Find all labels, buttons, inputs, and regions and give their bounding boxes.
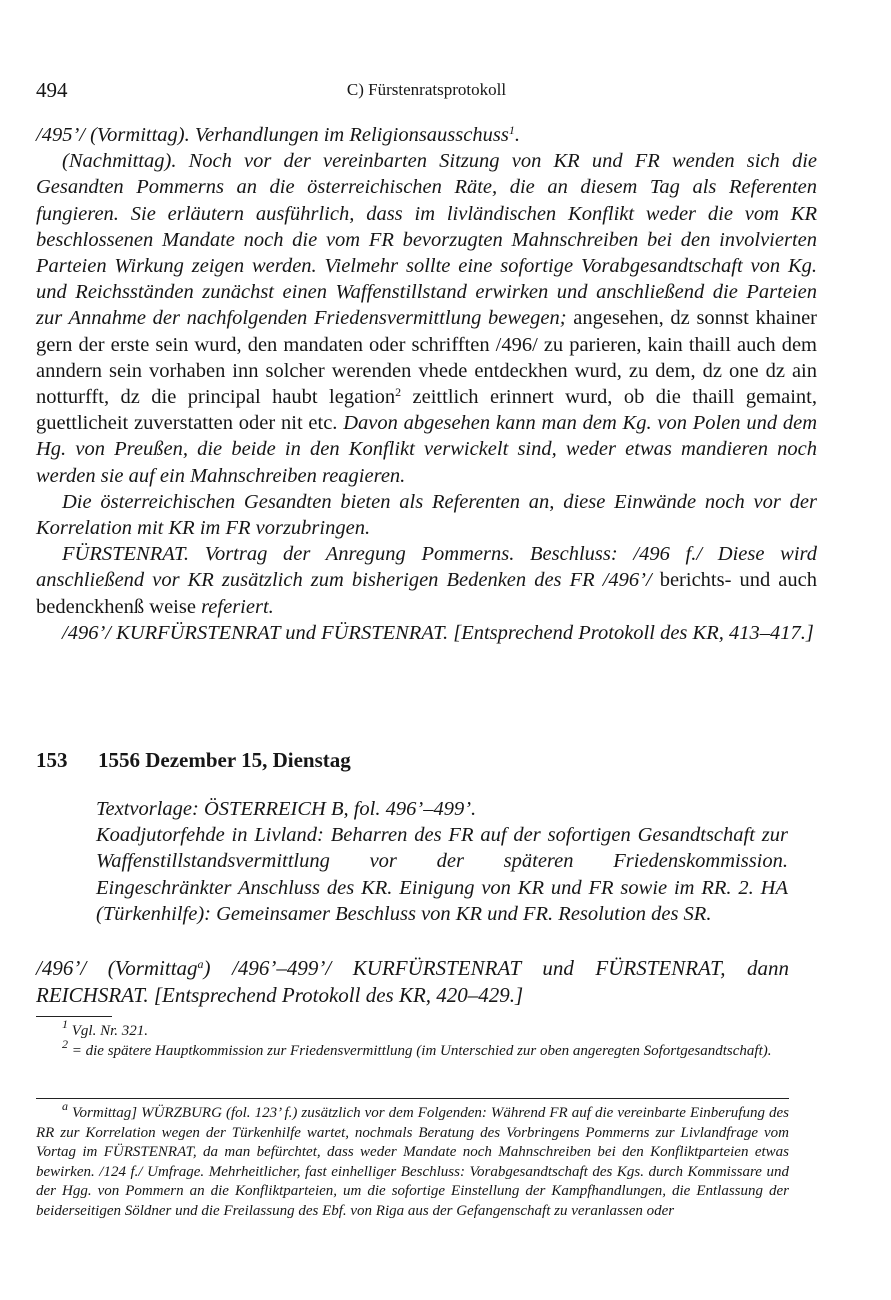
- document-summary: [96, 796, 788, 927]
- footnote-text: Vormittag] WÜRZBURG (fol. 123’ f.) zusätzlich vor dem Folgenden: Während FR auf die vereinbarte Einberufung des RR zur Korrelation wegen der Türkenhilfe wartet, nochmals Beratung des Vorbringens Pommerns zur Livlandfrage vom Vortag im FÜRSTENRAT, da man befürchtet, dass weder Mandate noch Mahnschreiben bei den Konfliktparteien etwas bewirken. /124 f./ Umfrage. Mehrheitlicher, fast einhelliger Beschluss: Vorabgesandtschaft des Kgs. durch Kommissare und der Hgg. von Pommern an die Konfliktparteien, um die sofortige Einstellung der Kampfhandlungen, die Entlassung der beiderseitigen Söldner und die Freilassung des Ebf. von Riga aus der Gefangenschaft zu veranlassen oder: [36, 1105, 789, 1219]
- regest-text-end: referiert.: [195, 595, 274, 618]
- paragraph-text: /495’/ (Vormittag). Verhandlungen im Religionsausschuss: [36, 124, 509, 146]
- footnote-ref-a[interactable]: a: [197, 957, 204, 971]
- document-heading: [36, 748, 351, 773]
- footnote-a: [36, 1099, 789, 1221]
- footnote-text: = die spätere Hauptkommission zur Friedensvermittlung (im Unterschied zur oben angeregten Sofortgesandtschaft).: [68, 1042, 772, 1059]
- footnote-ref-1[interactable]: 1: [508, 123, 515, 137]
- paragraph-referenten: Die österreichischen Gesandten bieten als Referenten an, diese Einwände noch vor der Korrelation mit KR im FR vorzubringen.: [36, 490, 817, 540]
- numbered-footnotes: [36, 1017, 789, 1061]
- regest-text: (Nachmittag). Noch vor der vereinbarten Sitzung von KR und FR wenden sich die Gesandten Pommerns an die österreichischen Räte, die an diesem Tag als Referenten fungieren. Sie erläutern ausführlich, dass im livländischen Konflikt weder die vom KR beschlossenen Mandate noch die vom FR bevorzugten Mahnschreiben bei den involvierten Parteien Wirkung zeigen werden. Vielmehr sollte eine sofortige Vorabgesandtschaft von Kg. und Reichsständen zunächst einen Waffenstillstand erwirken und anschließend die Parteien zur Annahme der nachfolgenden Friedensvermittlung bewegen;: [36, 150, 817, 330]
- paragraph-text-end: .: [514, 124, 520, 146]
- footnote-2: [36, 1036, 789, 1062]
- protocol-entry: [36, 955, 789, 1009]
- protocol-text-2: ) /496’–499’/ KURFÜRSTENRAT und FÜRSTENRAT, dann REICHSRAT. [Entsprechend Protokoll des KR, 420–429.]: [36, 956, 789, 1007]
- paragraph-kurfuerstenrat: /496’/ KURFÜRSTENRAT und FÜRSTENRAT. [Entsprechend Protokoll des KR, 413–417.]: [62, 621, 814, 644]
- document-date: 1556 Dezember 15, Dienstag: [98, 748, 351, 772]
- regest-text-2: Davon abgesehen kann man dem Kg. von Polen und dem Hg. von Preußen, die beide in den Konflikt verwickelt sind, weder etwas mandieren noch werden sie auf ein Mahnschreiben reagieren.: [36, 412, 818, 487]
- page-number: 494: [36, 78, 68, 102]
- footnote-ref-2[interactable]: 2: [395, 385, 402, 400]
- quoted-source-text: angesehen, dz sonnst khainer gern der erste sein wurd, den mandaten oder schrifften /496/ zu parieren, kain thaill auch dem anndern sein vorhaben inn solcher werenden vhede entdeckhen wurd, zu dem, dz one dz ain notturfft, dz die principal haubt legation: [36, 307, 817, 409]
- apparatus-divider: [36, 1098, 789, 1099]
- footnote-text: Vgl. Nr. 321.: [68, 1023, 149, 1039]
- paragraph-fuerstenrat: [36, 541, 817, 620]
- regest-summary: Koadjutorfehde in Livland: Beharren des FR auf der sofortigen Gesandtschaft zur Waffenstillstandsvermittlung vor der späteren Friedenskommission. Eingeschränkter Anschluss des KR. Einigung von KR und FR sowie im RR. 2. HA (Türkenhilfe): Gemeinsamer Beschluss von KR und FR. Resolution des SR.: [96, 824, 788, 925]
- source-note: Textvorlage: ÖSTERREICH B, fol. 496’–499’.: [96, 798, 477, 820]
- footnote-number: 2: [62, 1036, 68, 1051]
- footnote-number: 1: [62, 1017, 68, 1031]
- footnote-divider: [36, 1016, 112, 1017]
- paragraph-nachmittag: [36, 148, 817, 489]
- quoted-source-text-2: zeittlich erinnert wurd, ob die thaill gemaint, guettlicheit zuverstatten oder nit etc.: [36, 386, 818, 435]
- paragraph-religionsausschuss: [36, 122, 817, 148]
- footnote-1: [36, 1017, 789, 1042]
- protocol-text: /496’/ (Vormittag: [36, 956, 198, 980]
- regest-text: FÜRSTENRAT. Vortrag der Anregung Pommerns. Beschluss: /496 f./ Diese wird anschließend vor KR zusätzlich zum bisherigen Bedenken des FR /496’/: [36, 543, 817, 592]
- footnote-letter: a: [62, 1099, 68, 1113]
- document-number: 153: [36, 748, 68, 772]
- page-header: [36, 78, 817, 106]
- protocol-line: [36, 955, 789, 1009]
- main-text: [36, 122, 817, 646]
- lettered-footnotes: [36, 1099, 789, 1221]
- running-title: C) Fürstenratsprotokoll: [346, 80, 507, 99]
- quoted-source-text: berichts- und auch bedenckhenß weise: [36, 569, 817, 618]
